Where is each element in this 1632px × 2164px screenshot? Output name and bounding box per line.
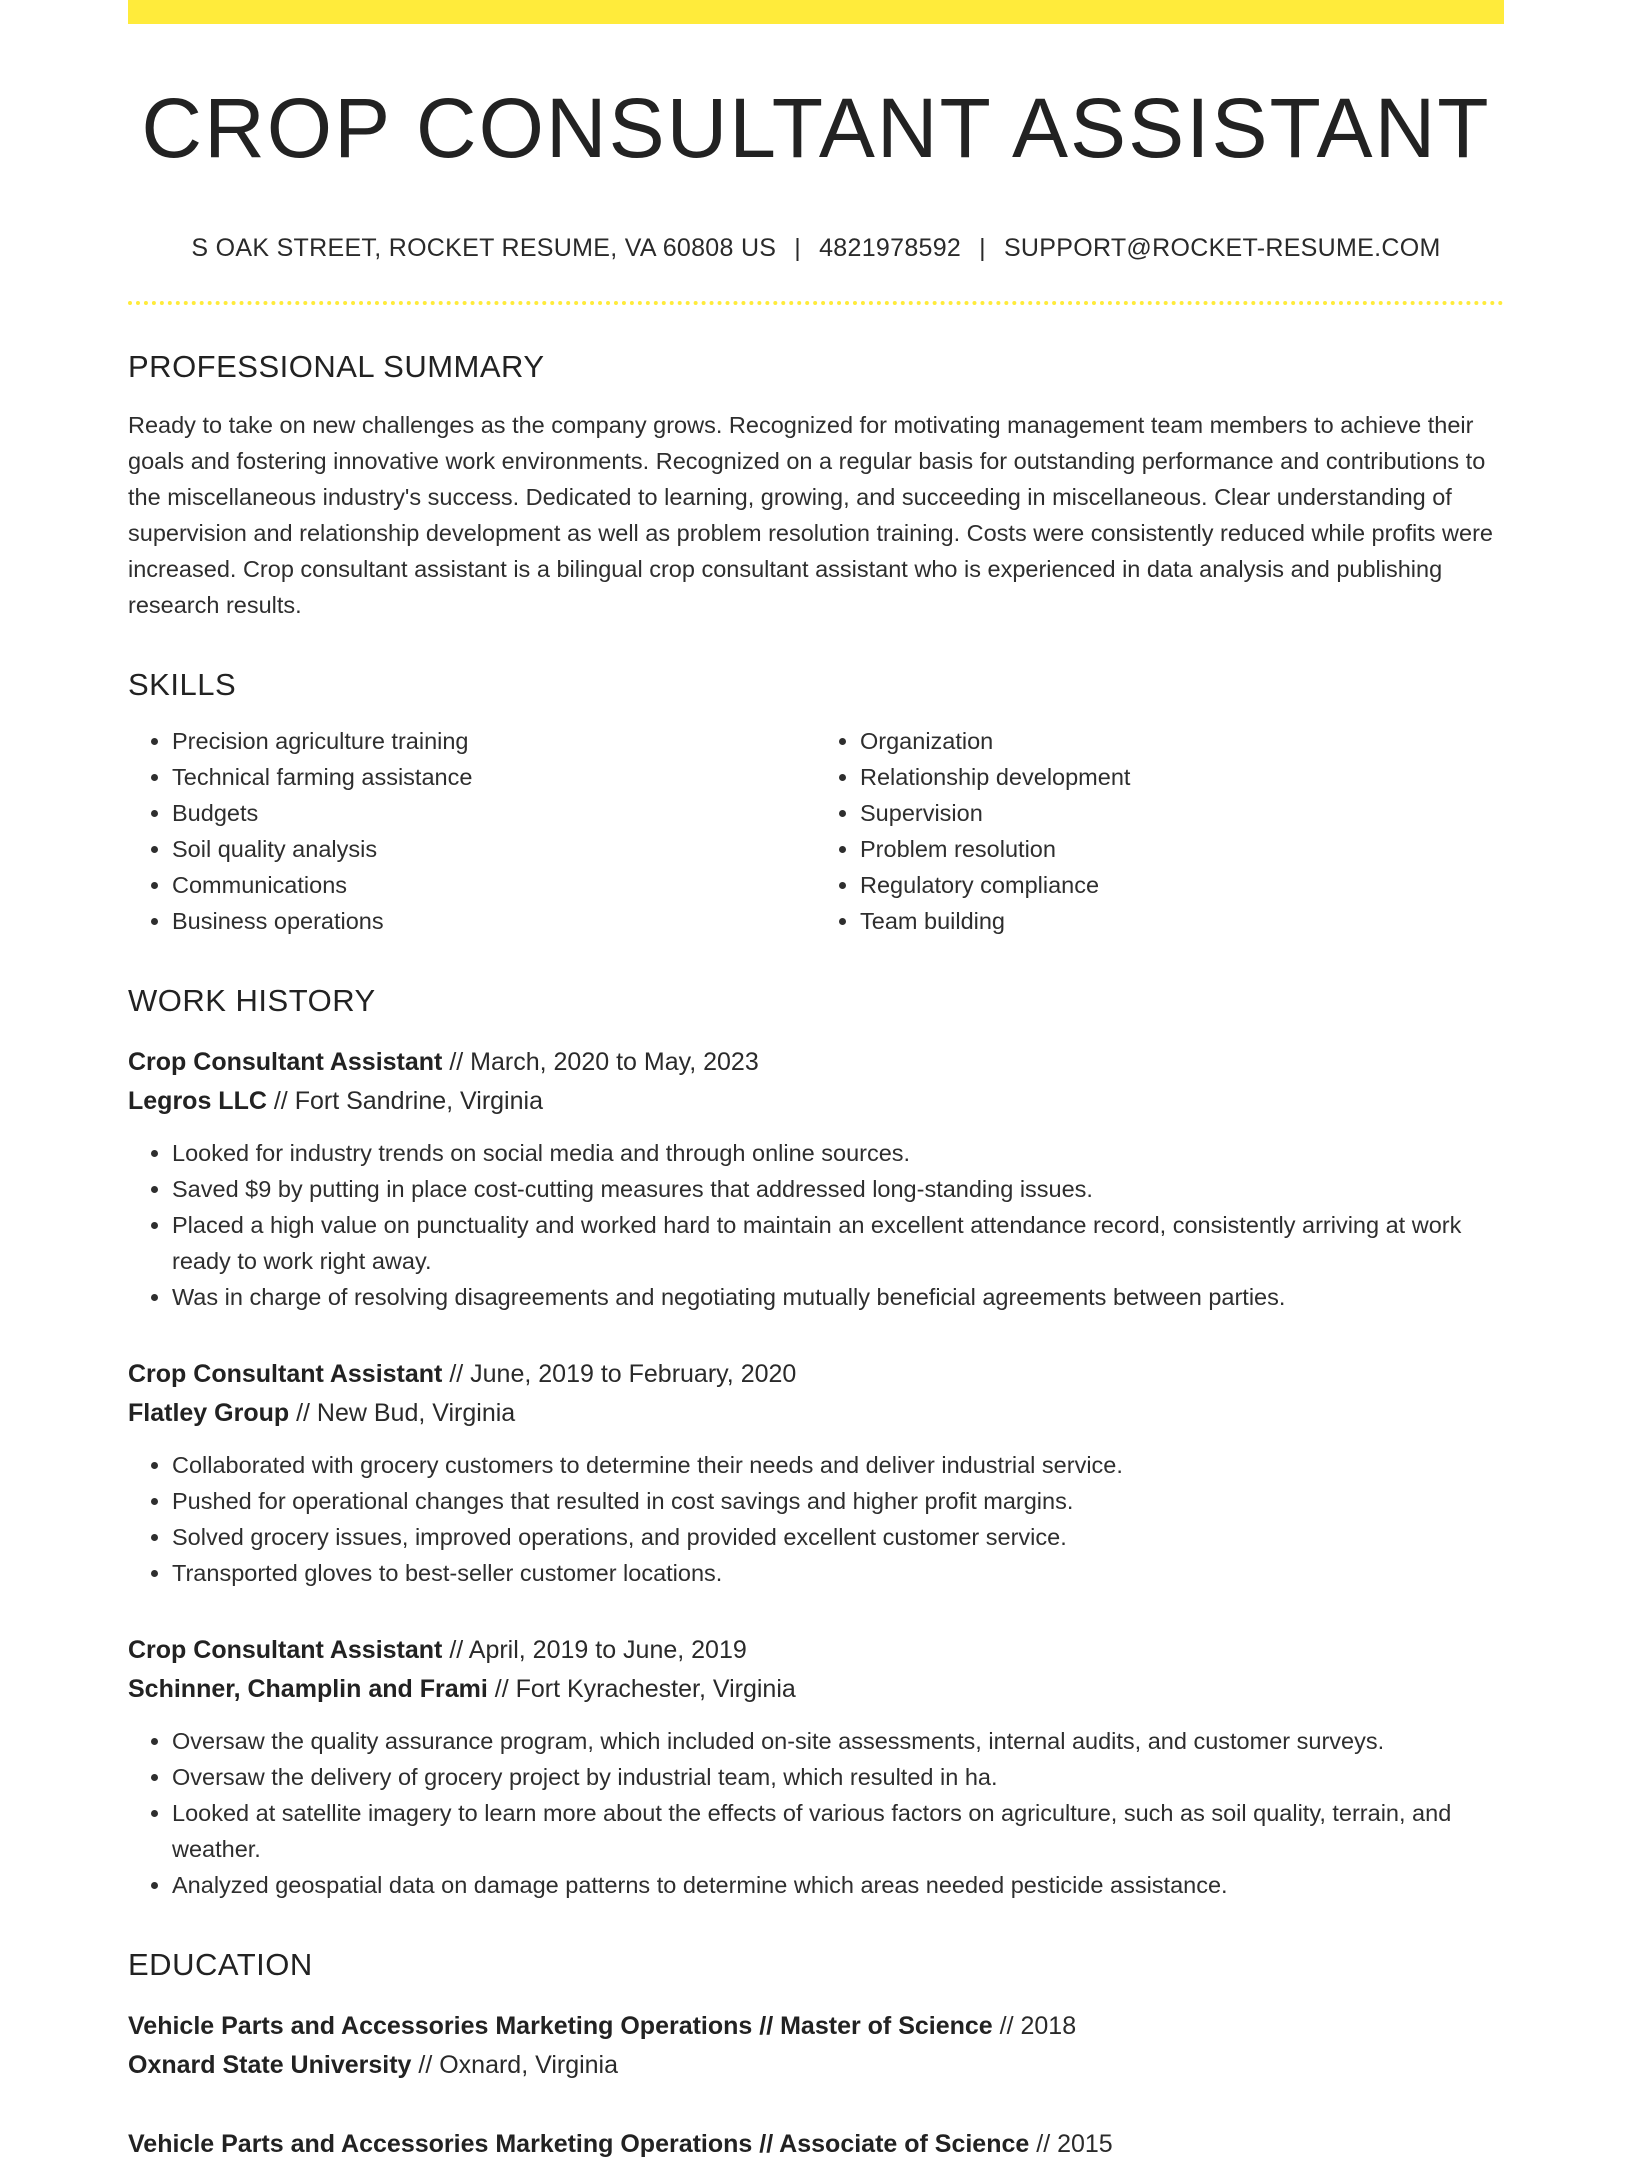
- skills-list-right: [816, 723, 1504, 939]
- skill-item: • Relationship development: [860, 759, 1504, 795]
- job-company-line: [128, 1394, 1504, 1433]
- contact-separator: |: [794, 234, 802, 263]
- job-title: Crop Consultant Assistant: [128, 1636, 443, 1665]
- education-school: Oxnard State University: [128, 2051, 412, 2080]
- job-bullet: • Looked for industry trends on social media and through online sources.: [172, 1135, 1504, 1171]
- contact-line: [128, 234, 1504, 263]
- job-bullets: [128, 1447, 1504, 1591]
- education-heading: EDUCATION: [128, 1947, 313, 1983]
- skills-columns: [128, 723, 1504, 939]
- job-bullet: • Oversaw the delivery of grocery project by industrial team, which resulted in ha.: [172, 1759, 1504, 1795]
- job-title-line: [128, 1631, 1504, 1670]
- skill-item: • Soil quality analysis: [172, 831, 816, 867]
- skill-item: • Budgets: [172, 795, 816, 831]
- job-bullet: • Solved grocery issues, improved operations, and provided excellent customer service.: [172, 1519, 1504, 1555]
- job-bullet: • Pushed for operational changes that resulted in cost savings and higher profit margins.: [172, 1483, 1504, 1519]
- job-company: Flatley Group: [128, 1399, 290, 1428]
- education-degree-line: [128, 2125, 1504, 2164]
- job-title-line: [128, 1043, 1504, 1082]
- education-degree: Vehicle Parts and Accessories Marketing Operations // Master of Science: [128, 2012, 993, 2041]
- job-dates: // June, 2019 to February, 2020: [442, 1360, 797, 1389]
- job-title: Crop Consultant Assistant: [128, 1360, 443, 1389]
- job-bullet: • Looked at satellite imagery to learn more about the effects of various factors on agriculture, such as soil quality, terrain, and weather.: [172, 1795, 1504, 1867]
- education-entry: [128, 2125, 1504, 2164]
- job-bullet: • Oversaw the quality assurance program, which included on-site assessments, internal audits, and customer surveys.: [172, 1723, 1504, 1759]
- job-location: // Fort Kyrachester, Virginia: [487, 1675, 796, 1704]
- candidate-name: CROP CONSULTANT ASSISTANT: [141, 81, 1491, 175]
- skill-item: • Precision agriculture training: [172, 723, 816, 759]
- education-school-line: [128, 2046, 1504, 2085]
- accent-top-bar: [128, 0, 1504, 24]
- summary-heading: PROFESSIONAL SUMMARY: [128, 349, 545, 385]
- job-bullet: • Saved $9 by putting in place cost-cutting measures that addressed long-standing issues.: [172, 1171, 1504, 1207]
- summary-text: Ready to take on new challenges as the company grows. Recognized for motivating management team members to achieve their goals and fostering innovative work environments. Recognized on a regular basis for outstanding performance and contributions to the miscellaneous industry's success. Dedicated to learning, growing, and succeeding in miscellaneous. Clear understanding of supervision and relationship development as well as problem resolution training. Costs were consistently reduced while profits were increased. Crop consultant assistant is a bilingual crop consultant assistant who is experienced in data analysis and publishing research results.: [128, 412, 1493, 619]
- skills-list-left: [128, 723, 816, 939]
- education-location: // Oxnard, Virginia: [411, 2051, 619, 2080]
- job-entry: [128, 1355, 1504, 1591]
- skill-item: • Business operations: [172, 903, 816, 939]
- job-title: Crop Consultant Assistant: [128, 1048, 443, 1077]
- job-bullet: • Was in charge of resolving disagreements and negotiating mutually beneficial agreements between parties.: [172, 1279, 1504, 1315]
- skill-item: • Technical farming assistance: [172, 759, 816, 795]
- dotted-divider: [128, 301, 1504, 305]
- contact-address: S OAK STREET, ROCKET RESUME, VA 60808 US: [191, 234, 777, 263]
- education-degree: Vehicle Parts and Accessories Marketing Operations // Associate of Science: [128, 2130, 1030, 2159]
- contact-phone: 4821978592: [819, 234, 962, 263]
- job-dates: // March, 2020 to May, 2023: [442, 1048, 759, 1077]
- skill-item: • Team building: [860, 903, 1504, 939]
- job-bullets: [128, 1723, 1504, 1903]
- job-bullet: • Collaborated with grocery customers to determine their needs and deliver industrial service.: [172, 1447, 1504, 1483]
- job-title-line: [128, 1355, 1504, 1394]
- contact-email: SUPPORT@ROCKET-RESUME.COM: [1003, 234, 1441, 263]
- skill-item: • Organization: [860, 723, 1504, 759]
- job-bullet: • Analyzed geospatial data on damage patterns to determine which areas needed pesticide assistance.: [172, 1867, 1504, 1903]
- job-company: Schinner, Champlin and Frami: [128, 1675, 488, 1704]
- skill-item: • Regulatory compliance: [860, 867, 1504, 903]
- skills-heading: SKILLS: [128, 667, 237, 703]
- job-entry: [128, 1631, 1504, 1903]
- job-company-line: [128, 1082, 1504, 1121]
- education-degree-line: [128, 2007, 1504, 2046]
- education-year: // 2018: [992, 2012, 1077, 2041]
- work-history-heading: WORK HISTORY: [128, 983, 376, 1019]
- contact-separator: |: [979, 234, 986, 263]
- skills-section: [128, 667, 1504, 939]
- job-bullets: [128, 1135, 1504, 1315]
- job-entry: [128, 1043, 1504, 1315]
- job-company-line: [128, 1670, 1504, 1709]
- job-bullet: • Transported gloves to best-seller customer locations.: [172, 1555, 1504, 1591]
- skill-item: • Communications: [172, 867, 816, 903]
- skill-item: • Problem resolution: [860, 831, 1504, 867]
- job-location: // New Bud, Virginia: [289, 1399, 516, 1428]
- job-dates: // April, 2019 to June, 2019: [442, 1636, 747, 1665]
- job-location: // Fort Sandrine, Virginia: [266, 1087, 543, 1116]
- education-entry: [128, 2007, 1504, 2085]
- resume-content: [128, 24, 1504, 2164]
- work-history-section: [128, 983, 1504, 1903]
- education-year: // 2015: [1029, 2130, 1113, 2159]
- job-bullet: • Placed a high value on punctuality and worked hard to maintain an excellent attendance record, consistently arriving at work ready to work right away.: [172, 1207, 1504, 1279]
- education-section: [128, 1947, 1504, 2164]
- skill-item: • Supervision: [860, 795, 1504, 831]
- summary-section: [128, 349, 1504, 623]
- job-company: Legros LLC: [128, 1087, 267, 1116]
